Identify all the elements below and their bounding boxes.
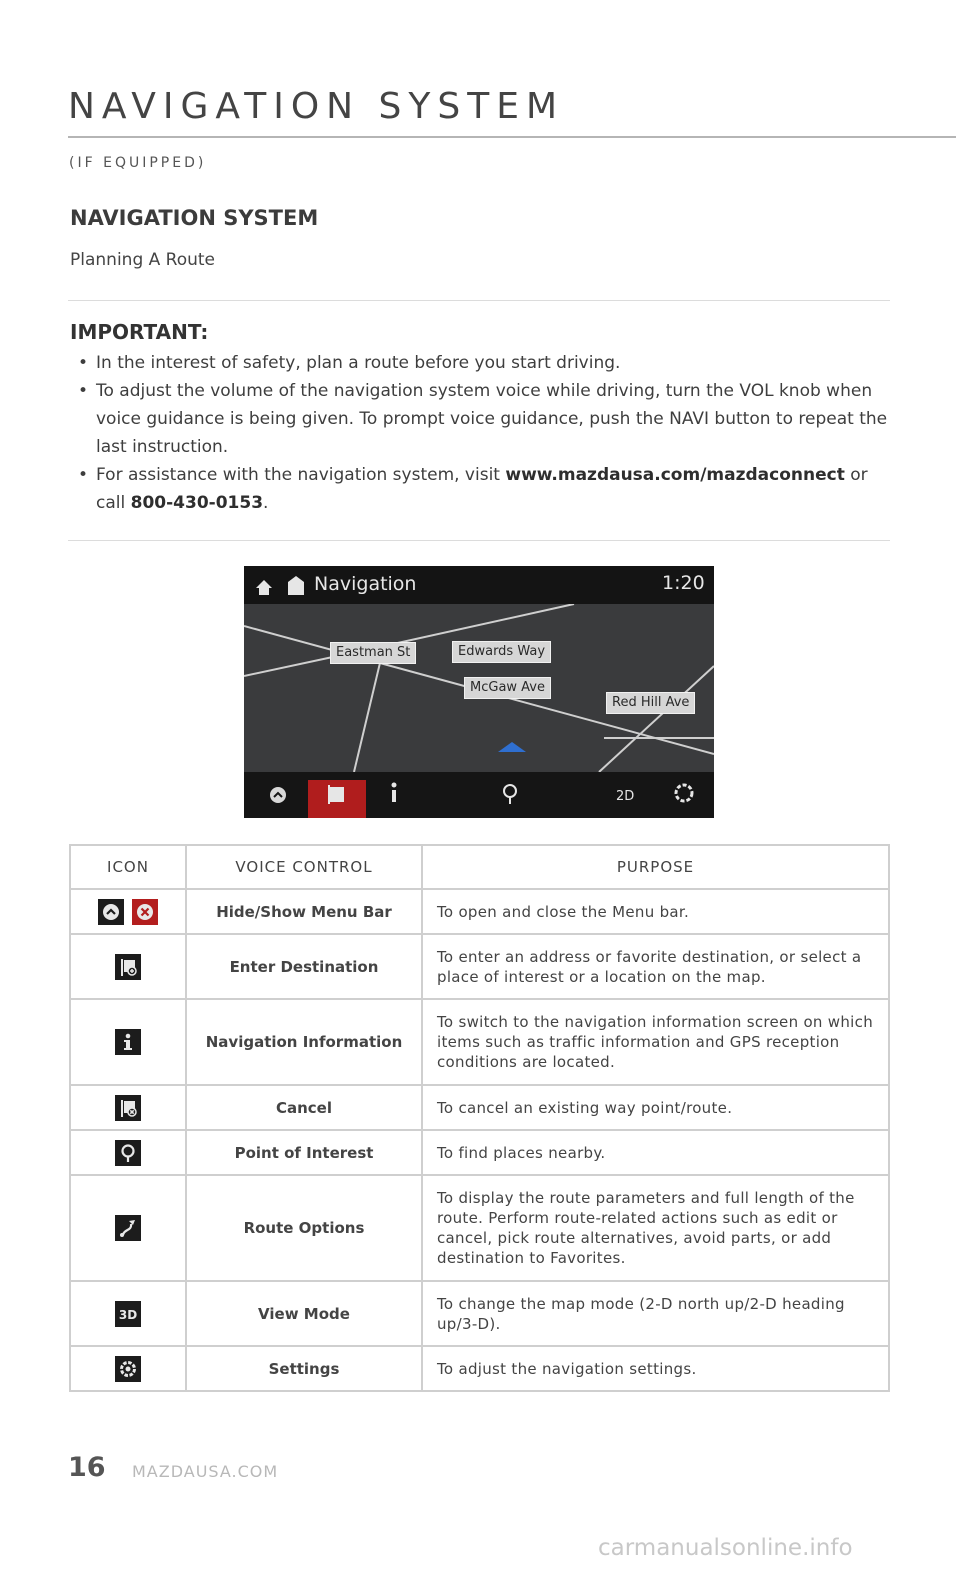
- route-options-icon: [115, 1215, 141, 1241]
- hide-menu-icon: [270, 787, 286, 803]
- icon-cell: [70, 1130, 186, 1175]
- icon-cell: [70, 1346, 186, 1391]
- icon-purpose-table: [69, 844, 890, 1392]
- important-item-text: .: [263, 493, 269, 513]
- support-url-link[interactable]: www.mazdausa.com/mazdaconnect: [505, 465, 845, 485]
- page-title: NAVIGATION SYSTEM: [68, 86, 565, 127]
- icon-cell: [70, 999, 186, 1085]
- footer-site-link[interactable]: MAZDAUSA.COM: [132, 1462, 279, 1481]
- view-mode-3d-icon: [115, 1301, 141, 1327]
- section-subheading: Planning A Route: [70, 250, 216, 270]
- table-row: [70, 934, 889, 999]
- purpose-text: To open and close the Menu bar.: [422, 889, 889, 934]
- purpose-text: To display the route parameters and full length of the route. Perform route-related actions such as edit or cancel, pick route alternatives, avoid parts, or add destination to Favorites.: [422, 1175, 889, 1281]
- voice-command: View Mode: [186, 1281, 422, 1346]
- section-divider-top: [68, 300, 890, 301]
- street-label-edwards: Edwards Way: [452, 641, 551, 663]
- column-header-purpose: PURPOSE: [422, 845, 889, 889]
- icon-cell: [70, 1175, 186, 1281]
- voice-command: Enter Destination: [186, 934, 422, 999]
- settings-gear-icon: [676, 785, 692, 801]
- purpose-text: To cancel an existing way point/route.: [422, 1085, 889, 1130]
- voice-command: Settings: [186, 1346, 422, 1391]
- table-row: [70, 1175, 889, 1281]
- info-icon: [392, 783, 397, 803]
- table-row: [70, 1130, 889, 1175]
- important-item-volume: [70, 377, 900, 461]
- cancel-route-icon: [115, 1095, 141, 1121]
- purpose-text: To enter an address or favorite destination, or select a place of interest or a location on the map.: [422, 934, 889, 999]
- voice-command: Navigation Information: [186, 999, 422, 1085]
- important-list: [70, 349, 900, 517]
- icon-cell: [70, 934, 186, 999]
- important-item-safety: [70, 349, 900, 377]
- table-header-row: [70, 845, 889, 889]
- icon-cell: [70, 1281, 186, 1346]
- screen-title: Navigation: [314, 573, 417, 595]
- icon-cell: [70, 1085, 186, 1130]
- column-header-voice: VOICE CONTROL: [186, 845, 422, 889]
- table-row: [70, 1085, 889, 1130]
- table-row: [70, 1281, 889, 1346]
- poi-pin-icon: [504, 785, 516, 804]
- street-label-mcgaw: McGaw Ave: [464, 677, 551, 699]
- hide-show-menu-icon: [98, 899, 124, 925]
- purpose-text: To switch to the navigation information screen on which items such as traffic information and GPS reception conditions are located.: [422, 999, 889, 1085]
- voice-command: Cancel: [186, 1085, 422, 1130]
- voice-command: Route Options: [186, 1175, 422, 1281]
- important-item-assistance: [70, 461, 900, 517]
- important-item-text: To adjust the volume of the navigation system voice while driving, turn the VOL knob when voice guidance is being given. To prompt voice guidance, push the NAVI button to repeat the last instruction.: [96, 381, 888, 457]
- table-row: [70, 1346, 889, 1391]
- enter-destination-icon: [115, 954, 141, 980]
- navigation-screen: [244, 566, 714, 818]
- important-item-text: or call: [96, 465, 868, 513]
- screen-clock: 1:20: [662, 572, 705, 594]
- important-item-text: For assistance with the navigation system, visit: [96, 465, 506, 485]
- important-title: IMPORTANT:: [70, 320, 209, 344]
- close-menu-icon: [132, 899, 158, 925]
- page-number: 16: [68, 1452, 106, 1483]
- view-mode-label: 2D: [616, 789, 635, 804]
- view-mode-3d-label: 3D: [118, 1307, 138, 1322]
- column-header-icon: ICON: [70, 845, 186, 889]
- screen-top-bar: [244, 566, 714, 604]
- voice-command: Hide/Show Menu Bar: [186, 889, 422, 934]
- table-row: [70, 999, 889, 1085]
- street-label-eastman: Eastman St: [330, 642, 416, 664]
- important-item-text: In the interest of safety, plan a route before you start driving.: [96, 353, 621, 373]
- vehicle-position-icon: [498, 742, 526, 752]
- destination-icon: [328, 785, 344, 804]
- purpose-text: To find places nearby.: [422, 1130, 889, 1175]
- purpose-text: To change the map mode (2-D north up/2-D heading up/3-D).: [422, 1281, 889, 1346]
- home-icon: [256, 580, 272, 595]
- info-icon: [115, 1029, 141, 1055]
- navigation-app-icon: [288, 576, 304, 595]
- poi-pin-icon: [115, 1140, 141, 1166]
- street-label-redhill: Red Hill Ave: [606, 692, 695, 714]
- settings-gear-icon: [115, 1356, 141, 1382]
- purpose-text: To adjust the navigation settings.: [422, 1346, 889, 1391]
- screen-menu-icons: [244, 772, 714, 818]
- icon-cell: [70, 889, 186, 934]
- title-divider: [68, 136, 956, 138]
- section-heading: NAVIGATION SYSTEM: [70, 206, 319, 230]
- watermark: carmanualsonline.info: [598, 1535, 853, 1561]
- page-subtitle: (IF EQUIPPED): [69, 155, 207, 171]
- table-row: [70, 889, 889, 934]
- voice-command: Point of Interest: [186, 1130, 422, 1175]
- section-divider-bottom: [68, 540, 890, 541]
- support-phone: 800-430-0153: [130, 493, 264, 513]
